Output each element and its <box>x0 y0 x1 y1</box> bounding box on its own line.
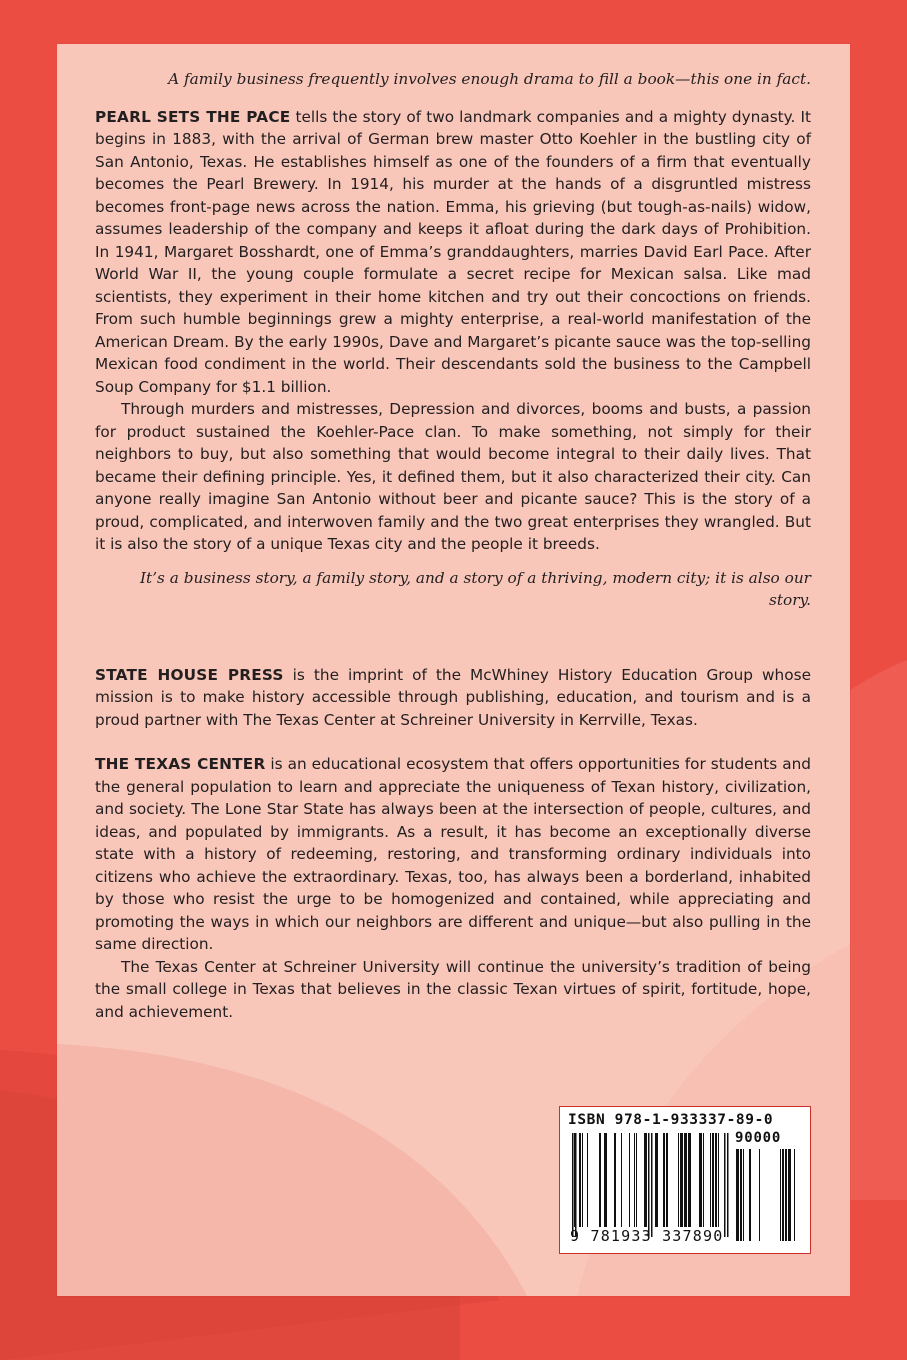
texas-center-lead: THE TEXAS CENTER <box>95 755 266 773</box>
text-panel <box>57 44 850 1296</box>
publisher-lead: STATE HOUSE PRESS <box>95 665 284 684</box>
isbn-label: ISBN 978-1-933337-89-0 <box>568 1112 774 1128</box>
texas-center-text: is an educational ecosystem that offers opportunities for students and the general population to learn and appreciate the uniqueness of Texan history, civilization, and society. The Lone Star State has always been at the intersection of people, cultures, and ideas, and populated by immigrants. As a result, it has become an exceptionally diverse state with a history of redeeming, restoring, and transforming ordinary individuals into citizens who achieve the extraordinary. Texas, too, has always been a borderland, inhabited by those who resist the urge to be homogenized and contained, while appreciating and promoting the ways in which our neighbors are different and unique—but also pulling in the same direction. <box>95 755 811 953</box>
book-summary-text: tells the story of two landmark companies and a mighty dynasty. It begins in 1883, with the arrival of German brew master Otto Koehler in the bustling city of San Antonio, Texas. He establishes himself as one of the founders of a firm that eventually becomes the Pearl Brewery. In 1914, his murder at the hands of a disgruntled mistress becomes front-page news across the nation. Emma, his grieving (but tough-as-nails) widow, assumes leadership of the company and keeps it afloat during the dark days of Prohibition. In 1941, Margaret Bosshardt, one of Emma’s granddaughters, marries David Earl Pace. After World War II, the young couple formulate a secret recipe for Mexican salsa. Like mad scientists, they experiment in their home kitchen and try out their concoctions on friends. From such humble beginnings grew a mighty enterprise, a real-world manifestation of the American Dream. By the early 1990s, Dave and Margaret’s picante sauce was the top-selling Mexican food condiment in the world. Their descendants sold the business to the Campbell Soup Company for $1.1 billion. <box>95 107 811 396</box>
book-title-lead: PEARL SETS THE PACE <box>95 107 291 126</box>
isbn-barcode <box>559 1106 811 1254</box>
tagline-top: A family business frequently involves enough drama to fill a book—this one in fact. <box>168 70 811 88</box>
paragraph-publisher <box>95 664 811 732</box>
paragraph-book-summary <box>95 106 811 399</box>
barcode-supplement-digits: 90000 <box>735 1130 782 1146</box>
back-cover-text <box>95 68 811 1023</box>
paragraph-schreiner: The Texas Center at Schreiner University will continue the university’s tradition of being the small college in Texas that believes in the classic Texan virtues of spirit, fortitude, hope, and achievement. <box>95 957 811 1021</box>
paragraph-family-story: Through murders and mistresses, Depression and divorces, booms and busts, a passion for product sustained the Koehler-Pace clan. To make something, not simply for their neighbors to buy, but also something that would become integral to their daily lives. That became their defining principle. Yes, it defined them, but it also characterized their city. Can anyone really imagine San Antonio without beer and picante sauce? This is the story of a proud, complicated, and interwoven family and the two great enterprises they wrangled. But it is also the story of a unique Texas city and the people it breeds. <box>95 400 811 553</box>
barcode-ean-digits: 9 781933 337890 <box>570 1227 724 1245</box>
tagline-bottom: It’s a business story, a family story, and a story of a thriving, modern city; it is also our story. <box>140 568 811 609</box>
publisher-text: is the imprint of the McWhiney History Education Group whose mission is to make history accessible through publishing, education, and tourism and is a proud partner with The Texas Center at Schreiner University in Kerrville, Texas. <box>95 665 811 729</box>
paragraph-texas-center <box>95 753 811 956</box>
